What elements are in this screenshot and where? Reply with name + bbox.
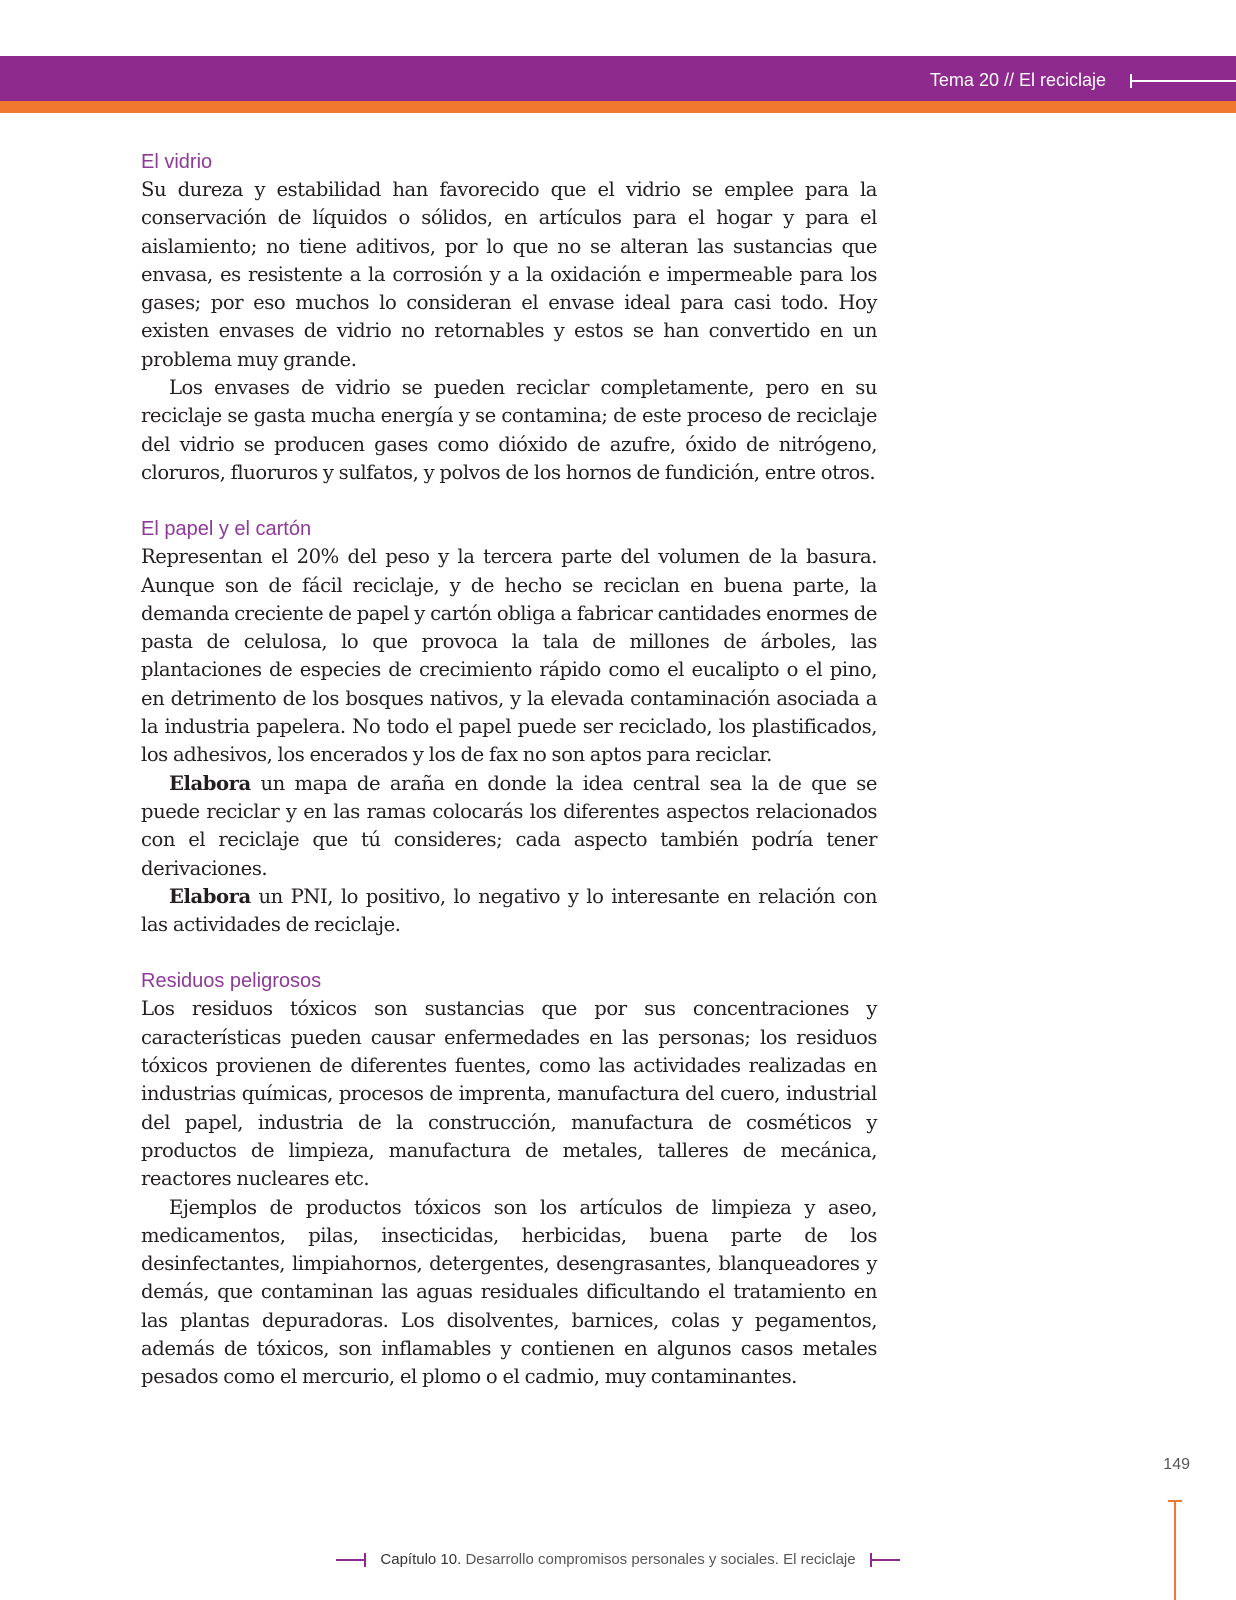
section-heading: Residuos peligrosos bbox=[141, 970, 322, 993]
activity-paragraph bbox=[141, 770, 877, 883]
page-content bbox=[141, 148, 877, 1420]
header-stripe bbox=[0, 101, 1236, 113]
section-vidrio bbox=[141, 148, 877, 487]
footer bbox=[0, 1549, 1236, 1571]
header-rule bbox=[1130, 80, 1236, 82]
paragraph: Su dureza y estabilidad han favorecido que el vidrio se emplee para la conservación de líquidos o sólidos, en artículos para el hogar y para el aislamiento; no tiene aditivos, por lo que no se alteran las sustancias que envasa, es resistente a la corrosión y a la oxidación e impermeable para los gases; por eso muchos lo consideran el envase ideal para casi todo. Hoy existen envases de vidrio no retornables y estos se han convertido en un problema muy grande. bbox=[141, 178, 877, 371]
paragraph: Los envases de vidrio se pueden reciclar completamente, pero en su reciclaje se gasta mucha energía y se contamina; de este proceso de reciclaje del vidrio se producen gases como dióxido de azufre, óxido de nitrógeno, cloruros, fluoruros y sulfatos, y polvos de los hornos de fundición, entre otros. bbox=[141, 376, 877, 484]
activity-verb: Elabora bbox=[169, 884, 251, 908]
footer-left-mark bbox=[336, 1559, 366, 1561]
footer-text: Desarrollo compromisos personales y sociales. El reciclaje bbox=[461, 1551, 856, 1568]
paragraph: Los residuos tóxicos son sustancias que por sus concentraciones y características pueden causar enfermedades en las personas; los residuos tóxicos provienen de diferentes fuentes, como las actividades realizadas en industrias químicas, procesos de imprenta, manufactura del cuero, industrial del papel, industria de la construcción, manufactura de cosméticos y productos de limpieza, manufactura de metales, talleres de mecánica, reactores nucleares etc. bbox=[141, 997, 877, 1191]
paragraph: Representan el 20% del peso y la tercera parte del volumen de la basura. Aunque son de fácil reciclaje, y de hecho se reciclan en buena parte, la demanda creciente de papel y cartón obliga a fabricar cantidades enormes de pasta de celulosa, lo que provoca la tala de millones de árboles, las plantaciones de especies de crecimiento rápido como el eucalipto o el pino, en detrimento de los bosques nativos, y la elevada contaminación asociada a la industria papelera. No todo el papel puede ser reciclado, los plastificados, los adhesivos, los encerados y los de fax no son aptos para reciclar. bbox=[141, 545, 877, 767]
activity-paragraph bbox=[141, 883, 877, 940]
page-number: 149 bbox=[1163, 1456, 1190, 1473]
paragraph: Ejemplos de productos tóxicos son los artículos de limpieza y aseo, medicamentos, pilas, insecticidas, herbicidas, buena parte de los desinfectantes, limpiahornos, detergentes, desengrasantes, blanqueadores y demás, que contaminan las aguas residuales dificultando el tratamiento en las plantas depuradoras. Los disolventes, barnices, colas y pegamentos, además de tóxicos, son inflamables y contienen en algunos casos metales pesados como el mercurio, el plomo o el cadmio, muy contaminantes. bbox=[141, 1195, 877, 1389]
activity-text: un PNI, lo positivo, lo negativo y lo interesante en relación con las actividades de reciclaje. bbox=[141, 884, 877, 937]
section-papel-carton bbox=[141, 515, 877, 939]
running-header-title: Tema 20 // El reciclaje bbox=[929, 70, 1106, 90]
footer-chapter: Capítulo 10. bbox=[380, 1551, 462, 1568]
footer-right-mark bbox=[870, 1559, 900, 1561]
activity-text: un mapa de araña en donde la idea central sea la de que se puede reciclar y en las ramas colocarás los diferentes aspectos relacionados con el reciclaje que tú consideres; cada aspecto también podría tener derivaciones. bbox=[141, 771, 877, 880]
activity-verb: Elabora bbox=[169, 771, 251, 795]
section-residuos-peligrosos bbox=[141, 967, 877, 1391]
section-heading: El papel y el cartón bbox=[141, 518, 312, 541]
section-heading: El vidrio bbox=[141, 151, 213, 173]
